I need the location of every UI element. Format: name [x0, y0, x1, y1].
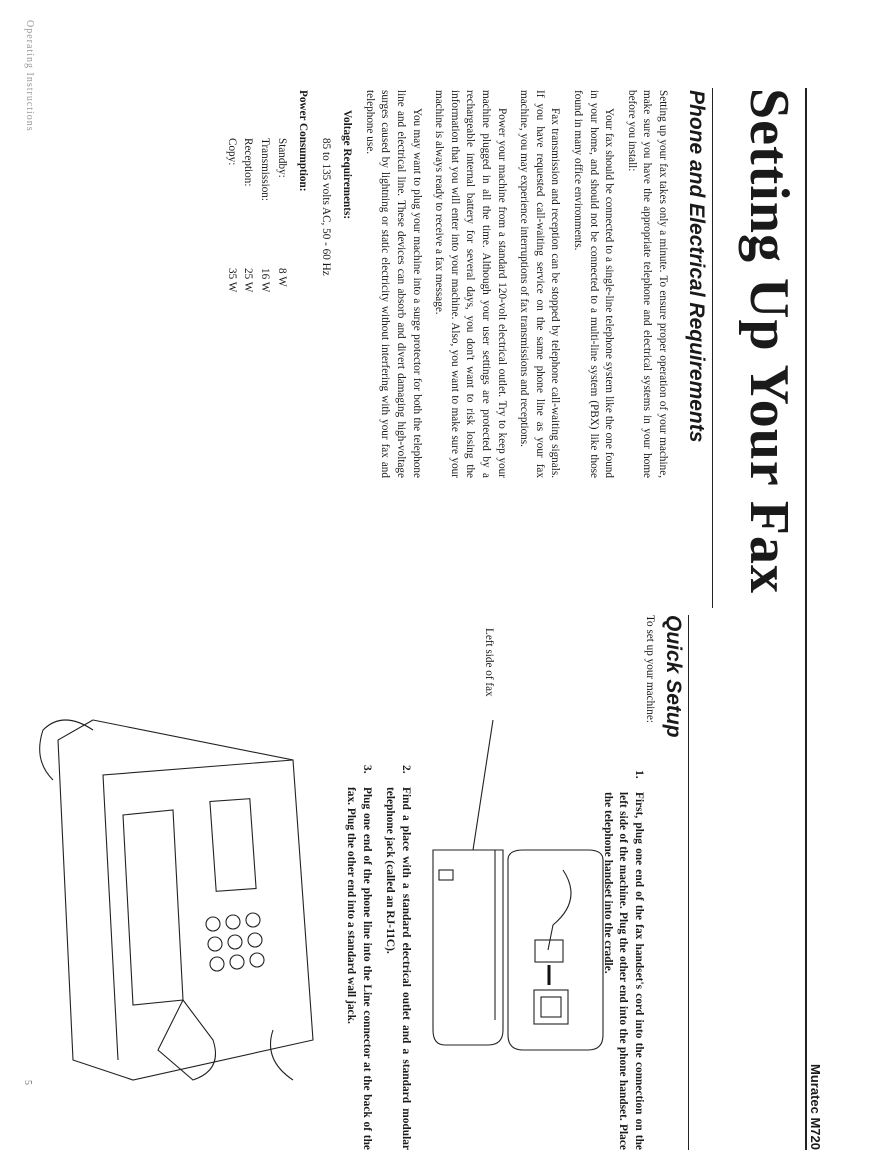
paragraph: Power your machine from a standard 120-volt electrical outlet. Try to keep your machine plugged in all the time. Although your user settings are protected by a rechargeable internal battery for several days, you don't want to risk losing the information that you will enter into your machine. Also, you want to make sure your machine is always ready to receive a fax message. [433, 90, 508, 478]
power-heading: Power Consumption: [297, 90, 310, 192]
power-value: 35 W [225, 268, 238, 293]
step-number: 3. [360, 765, 373, 774]
power-value: 8 W [275, 268, 288, 287]
power-value: 16 W [258, 268, 271, 293]
step-item [343, 765, 374, 1150]
quick-setup-intro: To set up your machine: [644, 615, 656, 723]
page-number: 5 [22, 1080, 33, 1085]
handset-connection-illustration [423, 700, 623, 1150]
paragraph: Setting up your fax takes only a minute. To ensure proper operation of your machine, make sure you have the appropriate telephone and electrical systems in your home before you install: [625, 90, 669, 478]
section2-title: Quick Setup [662, 615, 685, 738]
paragraph: You may want to plug your machine into a surge protector for both the telephone line and electrical line. These devices can absorb and divert damaging high-voltage surges caused by lightning or static electricity without interfering with your fax and telephone use. [363, 90, 423, 478]
zoom-callout [508, 850, 603, 1050]
step-text: Plug one end of the phone line into the Line connector at the back of the fax. Plug the other end into a standard wall jack. [345, 787, 373, 1150]
paragraph: Your fax should be connected to a single-line telephone system like the one found in your home, and should not be connected to a multi-line system (PBX) like those found in many office environments. [572, 90, 616, 478]
figure-caption: Left side of fax [483, 628, 495, 697]
paragraph: Fax transmission and reception can be stopped by telephone call-waiting signals. If you have requested call-waiting service on the same phone line as your fax machine, you may experience interruptions of fax transmissions and receptions. [518, 90, 562, 478]
step-number: 1. [633, 770, 645, 779]
section1-rule [712, 88, 713, 608]
power-label: Transmission: [258, 138, 271, 202]
power-label: Reception: [242, 138, 255, 187]
power-row [255, 138, 272, 292]
step-number: 2. [400, 765, 412, 774]
step-text: Find a place with a standard electrical outlet and a standard modular telephone jack (called an RJ-11C). [384, 787, 412, 1150]
page-title: Setting Up Your Fax [738, 88, 800, 594]
fax-front-edge [103, 760, 293, 1060]
leader-line [473, 720, 493, 850]
power-table [222, 138, 288, 292]
section1-title: Phone and Electrical Requirements [685, 90, 708, 443]
power-label: Copy: [225, 138, 238, 166]
handset-cord [40, 720, 93, 780]
steps-list-bottom [335, 765, 413, 1150]
fax-machine-illustration [33, 700, 333, 1100]
step-text: First, plug one end of the fax handset's cord into the connection on the left side of the machine. Plug the other end into the phone handset. Place the telephone handset into the cradle. [601, 792, 645, 1150]
power-value: 25 W [242, 268, 255, 293]
header-brand: Muratec M720 [808, 1064, 823, 1150]
section2-rule [688, 615, 689, 1150]
fax-body [58, 720, 313, 1080]
keypad [206, 913, 264, 971]
step-item [382, 765, 413, 1150]
voltage-value: 85 to 135 volts AC, 50 - 60 Hz [319, 138, 332, 276]
power-row [222, 138, 239, 292]
coiled-cord-icon [548, 870, 571, 950]
jack-inner-icon [541, 997, 561, 1017]
power-row [239, 138, 256, 292]
phone-line-cable [271, 1030, 294, 1080]
footer-left: Operating Instructions [24, 20, 35, 132]
paper-tray [123, 810, 183, 1005]
section1-body [222, 90, 670, 478]
top-rule [805, 88, 807, 1150]
fax-left-side [433, 850, 503, 1045]
power-row [272, 138, 289, 292]
voltage-heading: Voltage Requirements: [341, 110, 354, 220]
jack-port-icon [534, 990, 568, 1024]
display-panel [210, 799, 256, 892]
power-label: Standby: [275, 138, 288, 178]
handset-jack-icon [439, 870, 453, 880]
